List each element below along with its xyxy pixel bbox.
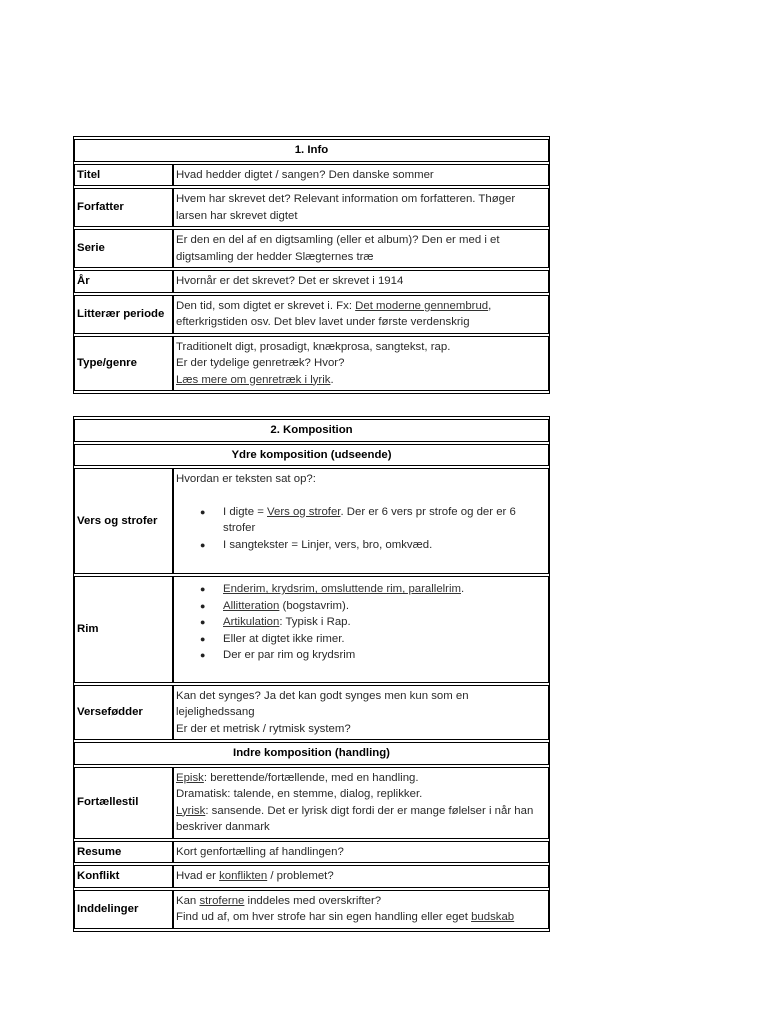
row-value-inddelinger: Kan stroferne inddeles med overskrifter? Find ud af, om hver strofe har sin egen handling eller eget budskab	[173, 890, 549, 929]
row-label-konflikt: Konflikt	[74, 865, 173, 888]
row-label-aar: År	[74, 270, 173, 293]
row-label-type: Type/genre	[74, 336, 173, 392]
link-vers-og-strofer[interactable]: Vers og strofer	[267, 505, 341, 518]
link-moderne-gennembrud[interactable]: Det moderne gennembrud	[355, 299, 489, 312]
link-enderim[interactable]: Enderim, krydsrim, omsluttende rim, parallelrim	[223, 583, 461, 595]
list-item: ● Der er par rim og krydsrim	[176, 647, 546, 664]
row-value-rim	[173, 576, 549, 683]
row-value-titel: Hvad hedder digtet / sangen? Den danske sommer	[173, 164, 549, 187]
rim-list	[176, 581, 546, 664]
row-value-vers: Hvordan er teksten sat op?: ● I digte = Vers og strofer. Der er 6 vers pr strofe og der er 6 strofer ● I sangtekster = Linjer, vers, bro, omkvæd.	[173, 468, 549, 574]
info-table	[73, 136, 550, 394]
link-konflikten[interactable]: konflikten	[219, 870, 268, 882]
row-label-forfatter: Forfatter	[74, 188, 173, 227]
link-budskab[interactable]: budskab	[471, 911, 515, 923]
row-value-konflikt: Hvad er konflikten / problemet?	[173, 865, 549, 888]
row-value-forfatter: Hvem har skrevet det? Relevant information om forfatteren. Thøger larsen har skrevet digtet	[173, 188, 549, 227]
row-label-titel: Titel	[74, 164, 173, 187]
row-label-versefodder: Versefødder	[74, 685, 173, 741]
row-value-serie: Er den en del af en digtsamling (eller et album)? Den er med i et digtsamling der hedder Slægternes træ	[173, 229, 549, 268]
list-item: ● Eller at digtet ikke rimer.	[176, 631, 546, 648]
row-label-rim: Rim	[74, 576, 173, 683]
info-heading: 1. Info	[74, 139, 549, 162]
row-value-fortaellestil: Episk: berettende/fortællende, med en handling. Dramatisk: talende, en stemme, dialog, replikker. Lyrisk: sansende. Det er lyrisk digt fordi der er mange følelser i når han beskriver danmark	[173, 767, 549, 839]
link-artikulation[interactable]: Artikulation	[223, 616, 280, 628]
list-item: ● Enderim, krydsrim, omsluttende rim, parallelrim.	[176, 581, 546, 598]
row-label-vers: Vers og strofer	[74, 468, 173, 574]
link-genretraek[interactable]: Læs mere om genretræk i lyrik	[176, 373, 331, 386]
link-stroferne[interactable]: stroferne	[199, 894, 245, 907]
row-value-type: Traditionelt digt, prosadigt, knækprosa, sangtekst, rap. Er der tydelige genretræk? Hvor? Læs mere om genretræk i lyrik.	[173, 336, 549, 392]
komposition-heading: 2. Komposition	[74, 419, 549, 442]
row-label-resume: Resume	[74, 841, 173, 864]
row-value-resume: Kort genfortælling af handlingen?	[173, 841, 549, 864]
row-label-fortaellestil: Fortællestil	[74, 767, 173, 839]
row-label-serie: Serie	[74, 229, 173, 268]
list-item: ● Artikulation: Typisk i Rap.	[176, 614, 546, 631]
list-item: ● Allitteration (bogstavrim).	[176, 598, 546, 615]
list-item: ● I sangtekster = Linjer, vers, bro, omkvæd.	[176, 537, 546, 554]
ydre-subheading: Ydre komposition (udseende)	[74, 444, 549, 467]
row-value-versefodder: Kan det synges? Ja det kan godt synges men kun som en lejelighedssang Er der et metrisk / rytmisk system?	[173, 685, 549, 741]
komposition-table	[73, 416, 550, 932]
row-label-inddelinger: Inddelinger	[74, 890, 173, 929]
link-lyrisk[interactable]: Lyrisk	[176, 804, 206, 817]
indre-subheading: Indre komposition (handling)	[74, 742, 549, 765]
vers-list	[176, 504, 546, 554]
link-allitteration[interactable]: Allitteration	[223, 599, 280, 612]
link-episk[interactable]: Episk	[176, 771, 204, 784]
row-value-aar: Hvornår er det skrevet? Det er skrevet i 1914	[173, 270, 549, 293]
list-item: ● I digte = Vers og strofer. Der er 6 vers pr strofe og der er 6 strofer	[176, 504, 546, 537]
row-label-periode: Litterær periode	[74, 295, 173, 334]
row-value-periode: Den tid, som digtet er skrevet i. Fx: Det moderne gennembrud, efterkrigstiden osv. Det blev lavet under første verdenskrig	[173, 295, 549, 334]
